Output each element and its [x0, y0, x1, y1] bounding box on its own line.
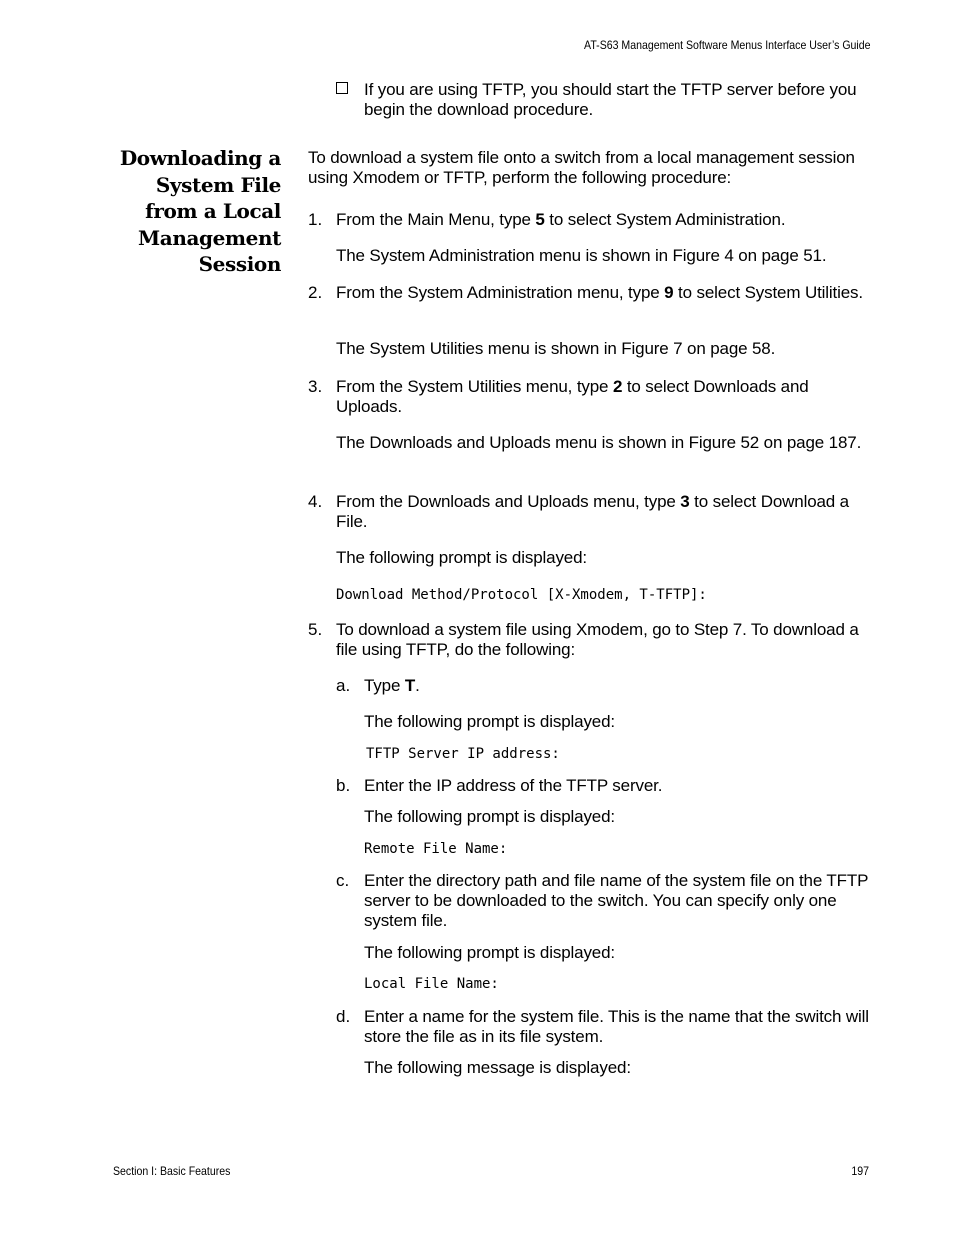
step-number: 1. [308, 210, 323, 229]
step-note: The following prompt is displayed: [336, 548, 587, 567]
step-text: From the Main Menu, type 5 to select System Administration. [336, 210, 786, 229]
step-number: 3. [308, 377, 323, 396]
substep-text: Enter the directory path and file name of the system file on the TFTP server to be downloaded to the switch. You can specify only one system file. [364, 871, 869, 930]
substep-letter: d. [336, 1007, 351, 1026]
step-number: 5. [308, 620, 323, 639]
code-prompt: TFTP Server IP address: [366, 746, 560, 762]
code-prompt: Download Method/Protocol [X-Xmodem, T-TFTP]: [336, 587, 707, 603]
page-number: 197 [851, 1164, 869, 1178]
step-text: From the System Administration menu, type 9 to select System Utilities. [336, 283, 863, 302]
substep-text: Type T. [364, 676, 420, 695]
intro-paragraph: To download a system file onto a switch from a local management session using Xmodem or TFTP, perform the following procedure: [308, 148, 855, 187]
heading-line: System File [155, 172, 281, 197]
step-text: From the Downloads and Uploads menu, type 3 to select Download a File. [336, 492, 849, 531]
substep-text: Enter a name for the system file. This is the name that the switch will store the file as in its file system. [364, 1007, 869, 1046]
section-heading [100, 145, 281, 278]
substep-letter: b. [336, 776, 351, 795]
substep-note: The following prompt is displayed: [364, 712, 615, 731]
step-note: The System Administration menu is shown in Figure 4 on page 51. [336, 246, 827, 265]
step-number: 2. [308, 283, 323, 302]
running-header: AT-S63 Management Software Menus Interface User’s Guide [583, 38, 870, 52]
step-note: The System Utilities menu is shown in Figure 7 on page 58. [336, 339, 776, 358]
substep-note: The following prompt is displayed: [364, 943, 615, 962]
step-note: The Downloads and Uploads menu is shown in Figure 52 on page 187. [336, 433, 862, 452]
checkbox-bullet-icon [336, 82, 348, 94]
bullet-text: If you are using TFTP, you should start the TFTP server before you begin the download procedure. [364, 80, 857, 119]
substep-letter: a. [336, 676, 351, 695]
code-prompt: Remote File Name: [364, 841, 508, 857]
heading-line: Downloading a [119, 146, 281, 170]
substep-text: Enter the IP address of the TFTP server. [364, 776, 663, 795]
heading-line: Session [198, 252, 281, 276]
heading-line: Management [138, 225, 281, 250]
substep-note: The following message is displayed: [364, 1058, 631, 1077]
footer-section: Section I: Basic Features [113, 1164, 231, 1178]
substep-note: The following prompt is displayed: [364, 807, 615, 826]
substep-letter: c. [336, 871, 350, 890]
step-text: To download a system file using Xmodem, go to Step 7. To download a file using TFTP, do the following: [336, 620, 859, 659]
code-prompt: Local File Name: [364, 976, 499, 992]
heading-line: from a Local [145, 199, 281, 223]
step-number: 4. [308, 492, 323, 511]
step-text: From the System Utilities menu, type 2 to select Downloads and Uploads. [336, 377, 809, 416]
